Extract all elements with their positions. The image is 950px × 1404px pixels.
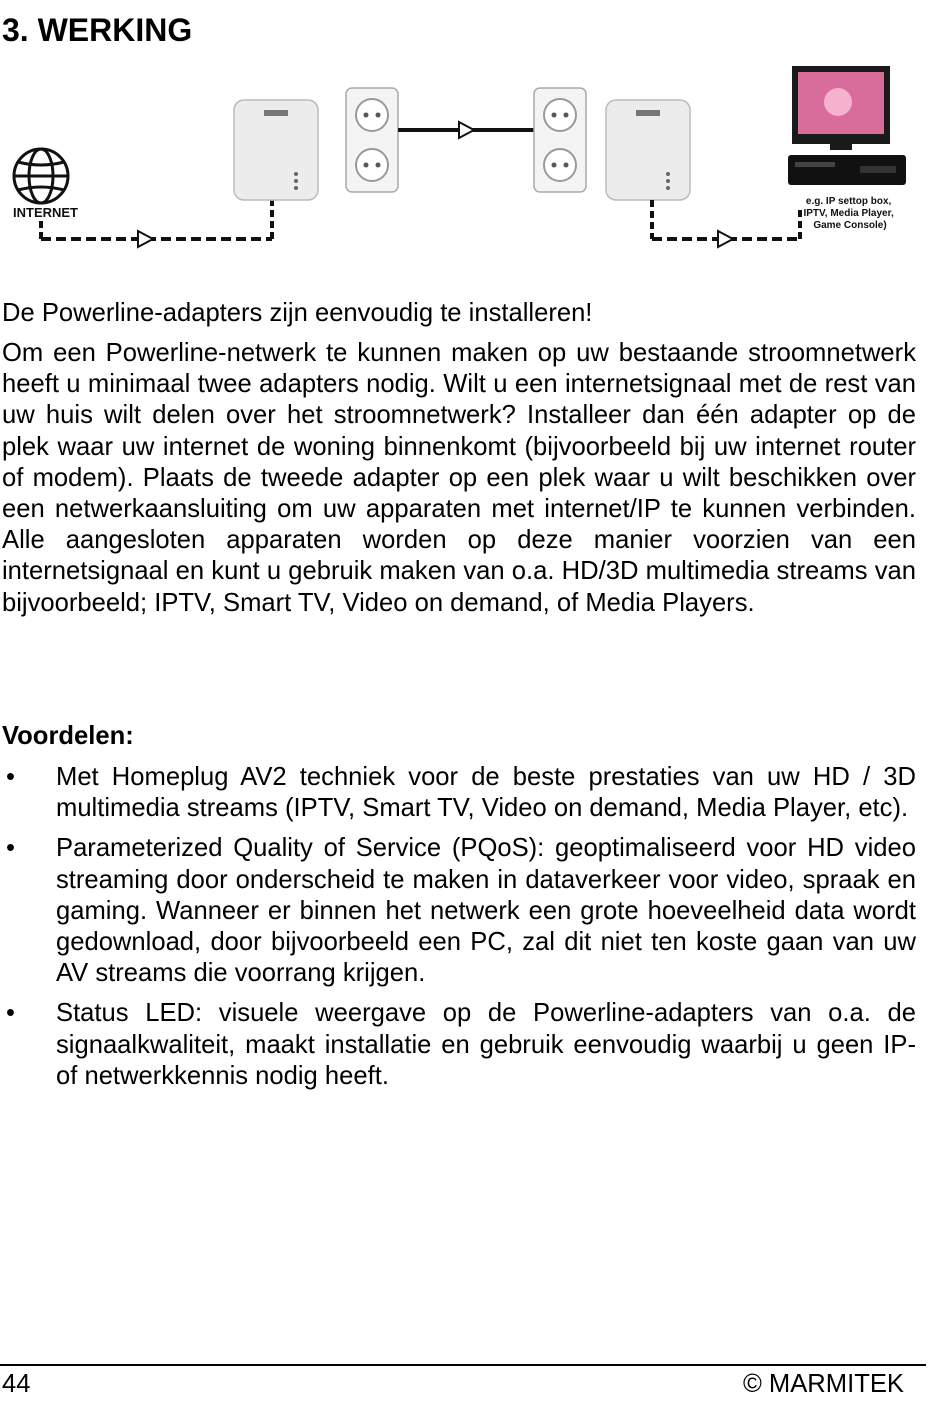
wall-socket-2 bbox=[534, 88, 586, 192]
benefits-heading: Voordelen: bbox=[2, 722, 134, 750]
bullet-icon: • bbox=[6, 763, 15, 791]
body-paragraph: Om een Powerline-netwerk te kunnen maken op uw bestaande stroomnetwerk heeft u minimaal twee adapters nodig. Wilt u een internetsignaal met de rest van uw huis wilt delen over het stroomnetwerk? Installeer dan één adapter op de plek waar uw internet de woning binnenkomt (bijvoorbeeld bij uw internet router of modem). Plaats de tweede adapter op een plek waar u wilt beschikken over een netwerkaansluiting om uw apparaten met internet/IP te kunnen verbinden. Alle aangesloten apparaten worden op deze manier voorzien van een internetsignaal en kunt u gebruik maken van o.a. HD/3D multimedia streams van bijvoorbeeld; IPTV, Smart TV, Video on demand, of Media Players. bbox=[2, 339, 916, 617]
globe-icon bbox=[14, 149, 68, 203]
powerline-diagram bbox=[0, 58, 915, 258]
arrow-icon bbox=[138, 231, 153, 247]
list-item-text: Met Homeplug AV2 techniek voor de beste prestaties van uw HD / 3D multimedia streams (IPTV, Smart TV, Video on demand, Media Player, etc). bbox=[56, 763, 916, 823]
ethernet-cable-right bbox=[652, 200, 800, 239]
intro-text: De Powerline-adapters zijn eenvoudig te installeren! bbox=[2, 299, 593, 327]
list-item bbox=[0, 762, 916, 824]
page-number: 44 bbox=[2, 1370, 31, 1398]
copyright-notice: © MARMITEK bbox=[742, 1370, 904, 1398]
arrow-icon bbox=[459, 122, 474, 138]
internet-label: INTERNET bbox=[13, 205, 78, 220]
list-item-text: Parameterized Quality of Service (PQoS): geoptimaliseerd voor HD video streaming door onderscheid te maken in dataverkeer voor video, spraak en gaming. Wanneer er binnen het netwerk een grote hoeveelheid data wordt gedownload, door bijvoorbeeld een PC, zal dit niet ten koste gaan van uw AV streams die voorrang krijgen. bbox=[56, 834, 916, 988]
wall-socket-1 bbox=[346, 88, 398, 192]
bullet-icon: • bbox=[6, 834, 15, 863]
device-caption-line: e.g. IP settop box, bbox=[805, 196, 892, 207]
page-title: 3. WERKING bbox=[2, 12, 193, 48]
list-item bbox=[0, 998, 916, 1092]
bullet-icon: • bbox=[6, 999, 15, 1028]
arrow-icon bbox=[718, 231, 733, 247]
list-item bbox=[0, 833, 916, 989]
list-item-text: Status LED: visuele weergave op de Powerline-adapters van o.a. de signaalkwaliteit, maakt installatie en gebruik eenvoudig waarbij u geen IP- of netwerkkennis nodig heeft. bbox=[56, 999, 916, 1090]
powerline-adapter-2 bbox=[606, 100, 690, 200]
powerline-adapter-1 bbox=[234, 100, 318, 200]
footer-divider bbox=[0, 1364, 926, 1366]
device-caption-line: Game Console) bbox=[813, 220, 887, 231]
television-icon bbox=[792, 66, 890, 150]
benefits-list bbox=[0, 762, 916, 1101]
device-caption-line: IPTV, Media Player, bbox=[803, 208, 894, 219]
settop-box-icon bbox=[788, 155, 906, 185]
svg-text:e.g. IP settop box, IPTV, bbox=[803, 196, 896, 231]
